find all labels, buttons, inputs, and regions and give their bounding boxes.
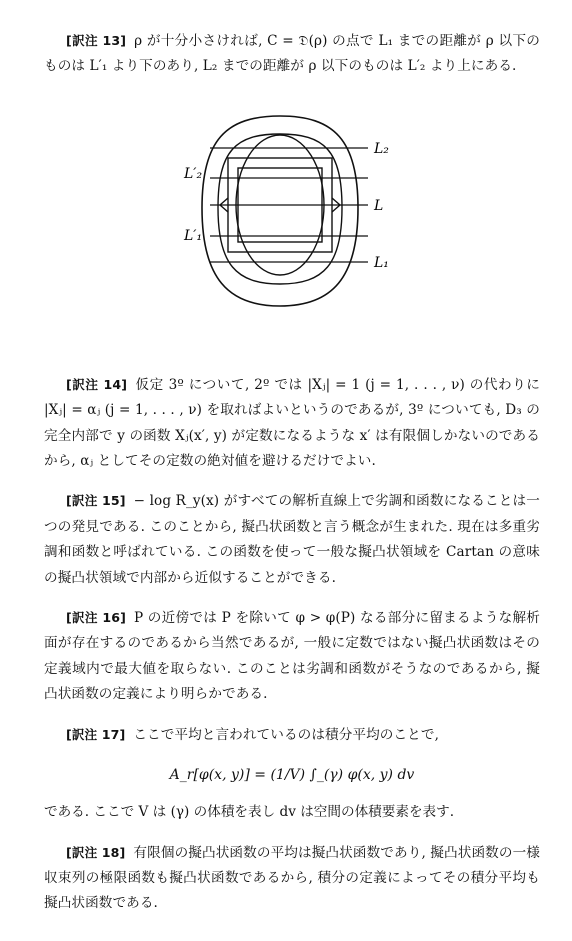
label-L1-prime: L′₁: [184, 227, 203, 244]
note-text: − log R_y(x) がすべての解析直線上で劣調和函数になることは一つの発見である. このことから, 擬凸状函数と言う概念が生まれた. 現在は多重劣調和函数と呼ばれている. この函数を使って一般な擬凸状領域を Cartan の意味の擬凸状領域で内部から近似することができる.: [44, 493, 540, 586]
note-14: [44, 372, 540, 475]
page: [44, 28, 540, 917]
integral-mean-formula: A_r[φ(x, y)] = (1/V) ∫_(γ) φ(x, y) dv: [169, 767, 415, 784]
note-text: 仮定 3º について, 2º では |Xⱼ| = 1 (j = 1, . . . , ν) の代わりに |Xⱼ| = αⱼ (j = 1, . . . , ν) を取ればよいというのであるが, 3º についても, D₃ の完全内部で y の函数 Xⱼ(x′, y) が定数になるような x′ は有限個しかないのであるから, αⱼ としてその定数の絶対値を避けるだけでよい.: [44, 376, 540, 470]
note-13: [44, 28, 540, 80]
note-label: [訳注 17]: [66, 726, 126, 742]
note-17: [44, 722, 540, 748]
note-17-continuation: である. ここで V は (γ) の体積を表し dv は空間の体積要素を表す.: [44, 804, 455, 821]
label-L1: L₁: [374, 254, 389, 271]
note-label: [訳注 13]: [66, 33, 127, 48]
outer-contour: [202, 116, 358, 306]
note-15: [44, 488, 540, 591]
note-text: ここで平均と言われているのは積分平均のことで,: [133, 726, 439, 743]
note-label: [訳注 16]: [66, 610, 126, 626]
note-18: [44, 840, 540, 917]
note-label: [訳注 14]: [66, 376, 128, 392]
note-label: [訳注 15]: [66, 493, 126, 509]
label-L: L: [374, 197, 384, 214]
label-L2: L₂: [374, 140, 389, 157]
note-text: P の近傍では P を除いて φ > φ(P) なる部分に留まるような解析面が存在するのであるから当然であるが, 一般に定数ではない擬凸状函数はその定義域内で最大値を取らない. このことは劣調和函数がそうなのであるから, 擬凸状函数の定義により明らかである.: [44, 610, 541, 703]
note-label: [訳注 18]: [66, 844, 126, 860]
note-text: ρ が十分小さければ, C = 𝔇(ρ) の点で L₁ までの距離が ρ 以下のものは L′₁ より下のあり, L₂ までの距離が ρ 以下のものは L′₂ より上にある.: [44, 33, 541, 75]
figure-diagram: [44, 110, 540, 310]
note-text: 有限個の擬凸状函数の平均は擬凸状函数であり, 擬凸状函数の一様収束列の極限函数も擬凸状函数であるから, 積分の定義によってその積分平均も擬凸状函数である.: [44, 844, 540, 912]
label-L2-prime: L′₂: [184, 165, 203, 182]
note-16: [44, 605, 540, 708]
